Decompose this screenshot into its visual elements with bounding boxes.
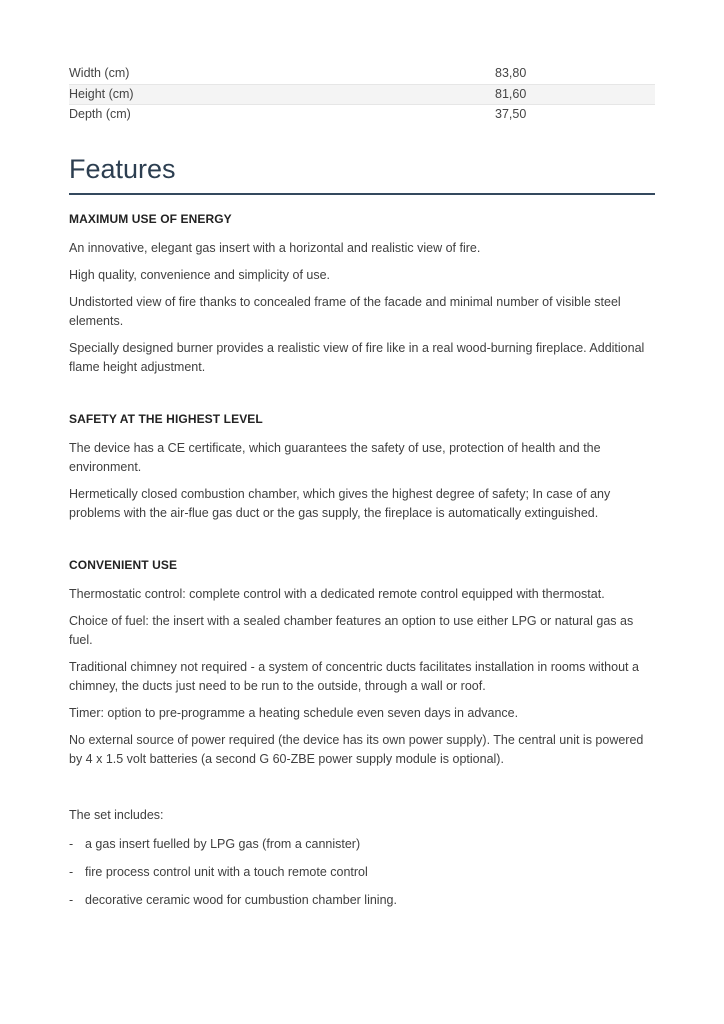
table-row [69, 84, 655, 105]
list-item-text: a gas insert fuelled by LPG gas (from a cannister) [85, 836, 361, 851]
paragraph: Traditional chimney not required - a system of concentric ducts facilitates installation in rooms without a chimney, the ducts just need to be run to the outside, through a wall or roof. [69, 659, 639, 693]
dimension-label: Width (cm) [69, 66, 130, 80]
list-item [69, 835, 655, 854]
dimension-label: Height (cm) [69, 84, 495, 105]
section-safety [69, 412, 655, 523]
table-row [69, 64, 655, 84]
paragraph: Undistorted view of fire thanks to concealed frame of the facade and minimal number of visible steel elements. [69, 294, 621, 328]
set-includes [69, 806, 655, 910]
paragraph: Choice of fuel: the insert with a sealed chamber features an option to use either LPG or natural gas as fuel. [69, 613, 634, 647]
bullet-dash: - [69, 864, 74, 879]
section-heading: SAFETY AT THE HIGHEST LEVEL [69, 411, 263, 426]
dimension-value: 83,80 [495, 66, 527, 80]
dimension-label: Depth (cm) [69, 107, 131, 121]
set-intro: The set includes: [69, 807, 164, 822]
dimension-value: 81,60 [495, 84, 655, 105]
list-item-text: decorative ceramic wood for cumbustion chamber lining. [85, 892, 397, 907]
bullet-dash: - [69, 836, 74, 851]
features-heading: Features [69, 151, 655, 195]
section-heading: MAXIMUM USE OF ENERGY [69, 211, 232, 226]
paragraph: Timer: option to pre-programme a heating schedule even seven days in advance. [69, 705, 519, 720]
paragraph: Hermetically closed combustion chamber, which gives the highest degree of safety; In case of any problems with the air-flue gas duct or the gas supply, the fireplace is automatically extinguished. [69, 486, 611, 520]
paragraph: High quality, convenience and simplicity of use. [69, 267, 331, 282]
paragraph: The device has a CE certificate, which guarantees the safety of use, protection of health and the environment. [69, 440, 601, 474]
section-convenient-use [69, 558, 655, 769]
document-page [69, 64, 655, 919]
section-energy [69, 212, 655, 377]
section-heading: CONVENIENT USE [69, 557, 178, 572]
paragraph: Specially designed burner provides a realistic view of fire like in a real wood-burning fireplace. Additional flame height adjustment. [69, 340, 645, 374]
set-list [69, 835, 655, 910]
paragraph: Thermostatic control: complete control with a dedicated remote control equipped with thermostat. [69, 586, 605, 601]
table-row [69, 105, 655, 125]
dimension-value: 37,50 [495, 107, 527, 121]
paragraph: No external source of power required (the device has its own power supply). The central unit is powered by 4 x 1.5 volt batteries (a second G 60-ZBE power supply module is optional). [69, 732, 644, 766]
dimensions-table [69, 64, 655, 125]
paragraph: An innovative, elegant gas insert with a horizontal and realistic view of fire. [69, 240, 481, 255]
bullet-dash: - [69, 892, 74, 907]
list-item-text: fire process control unit with a touch remote control [85, 864, 368, 879]
list-item [69, 891, 655, 910]
list-item [69, 863, 655, 882]
